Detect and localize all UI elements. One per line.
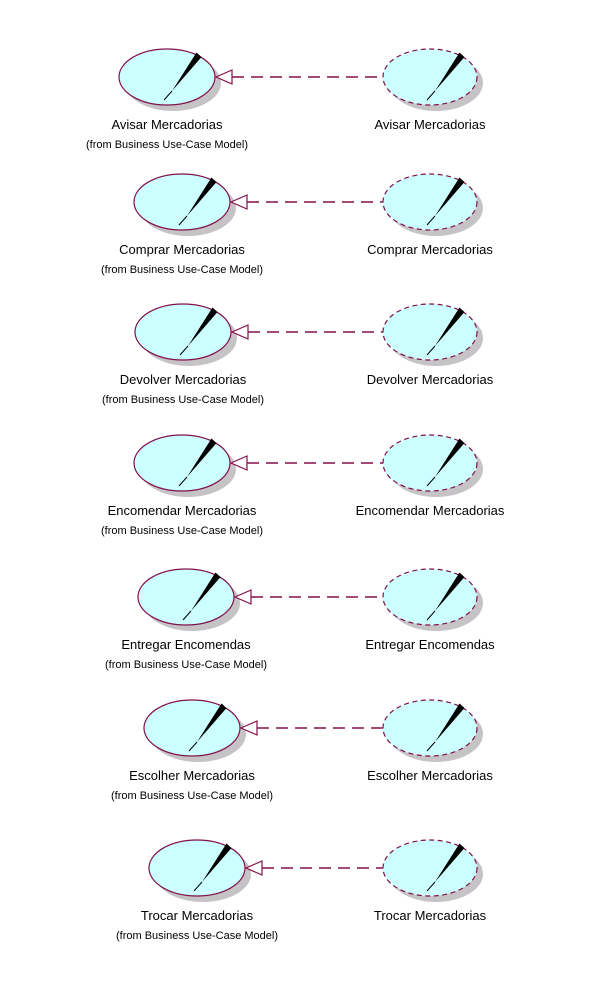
use-case-name-label: Encomendar Mercadorias — [355, 503, 505, 518]
use-case-name-label: Avisar Mercadorias — [374, 117, 486, 132]
hollow-triangle-arrowhead-icon — [216, 70, 232, 84]
use-case-name-label: Trocar Mercadorias — [140, 908, 254, 923]
origin-label: (from Business Use-Case Model) — [105, 659, 267, 671]
business-use-case-node[interactable] — [131, 300, 241, 370]
use-case-name-label: Encomendar Mercadorias — [107, 503, 257, 518]
use-case-name-label: Comprar Mercadorias — [367, 242, 493, 257]
business-use-case-node[interactable] — [115, 45, 225, 115]
realization-connector[interactable] — [230, 191, 385, 213]
hollow-triangle-arrowhead-icon — [231, 195, 247, 209]
hollow-triangle-arrowhead-icon — [235, 590, 251, 604]
business-use-case-node[interactable] — [140, 696, 250, 766]
origin-label: (from Business Use-Case Model) — [101, 525, 263, 537]
business-use-case-node[interactable] — [145, 836, 255, 906]
realization-connector[interactable] — [230, 452, 385, 474]
use-case-name-label: Entregar Encomendas — [121, 637, 251, 652]
origin-label: (from Business Use-Case Model) — [101, 264, 263, 276]
business-use-case-node[interactable] — [130, 431, 240, 501]
use-case-name-label: Comprar Mercadorias — [119, 242, 245, 257]
origin-label: (from Business Use-Case Model) — [116, 930, 278, 942]
realization-connector[interactable] — [231, 321, 385, 343]
origin-label: (from Business Use-Case Model) — [86, 139, 248, 151]
use-case-realization-node[interactable] — [378, 300, 488, 370]
use-case-realization-node[interactable] — [378, 836, 488, 906]
use-case-name-label: Escolher Mercadorias — [129, 768, 255, 783]
use-case-name-label: Devolver Mercadorias — [119, 372, 247, 387]
use-case-name-label: Entregar Encomendas — [365, 637, 495, 652]
origin-label: (from Business Use-Case Model) — [111, 790, 273, 802]
use-case-name-label: Escolher Mercadorias — [367, 768, 493, 783]
business-use-case-node[interactable] — [134, 565, 244, 635]
realization-connector[interactable] — [234, 586, 385, 608]
use-case-name-label: Trocar Mercadorias — [373, 908, 487, 923]
use-case-realization-node[interactable] — [378, 565, 488, 635]
use-case-realization-node[interactable] — [378, 45, 488, 115]
hollow-triangle-arrowhead-icon — [241, 721, 257, 735]
realization-connector[interactable] — [240, 717, 385, 739]
use-case-realization-node[interactable] — [378, 696, 488, 766]
use-case-name-label: Devolver Mercadorias — [366, 372, 494, 387]
realization-connector[interactable] — [215, 66, 385, 88]
hollow-triangle-arrowhead-icon — [232, 325, 248, 339]
hollow-triangle-arrowhead-icon — [231, 456, 247, 470]
use-case-realization-node[interactable] — [378, 170, 488, 240]
realization-connector[interactable] — [245, 857, 385, 879]
origin-label: (from Business Use-Case Model) — [102, 394, 264, 406]
use-case-realization-node[interactable] — [378, 431, 488, 501]
hollow-triangle-arrowhead-icon — [246, 861, 262, 875]
use-case-name-label: Avisar Mercadorias — [111, 117, 223, 132]
business-use-case-node[interactable] — [130, 170, 240, 240]
